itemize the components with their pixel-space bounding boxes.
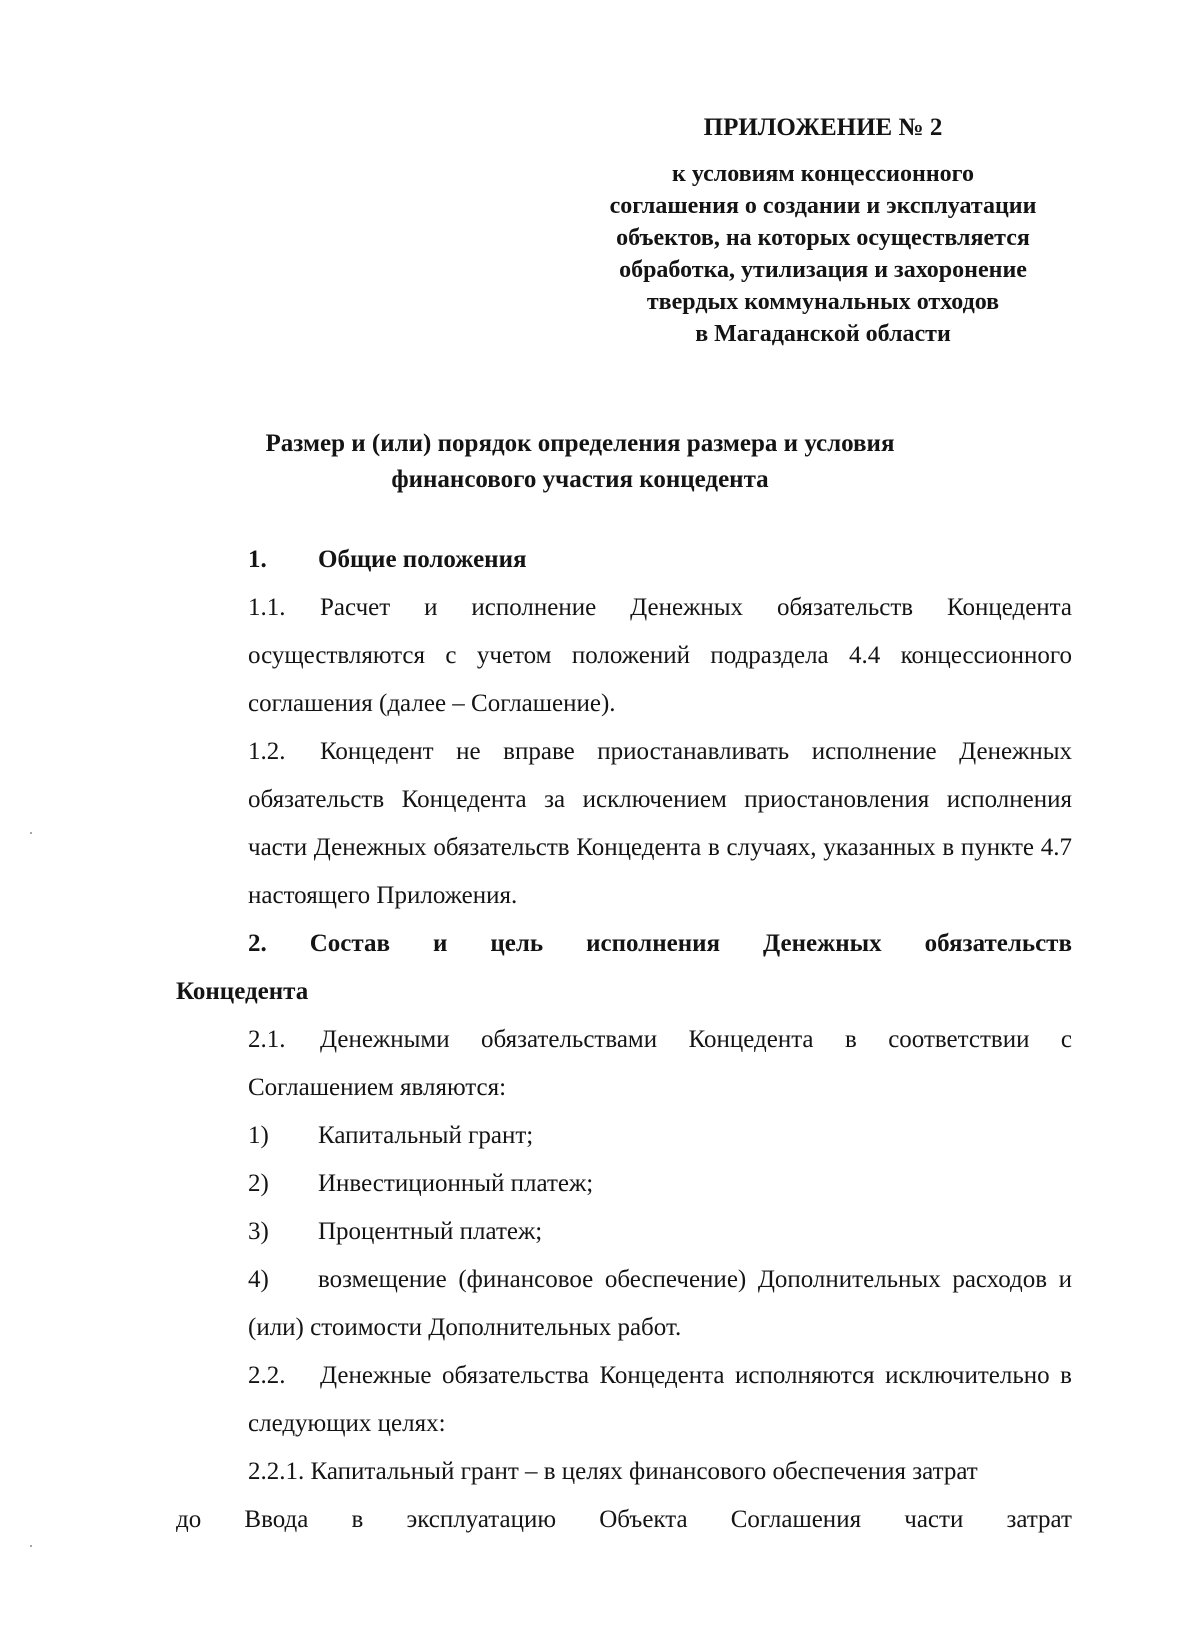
word: Объекта [599, 1506, 688, 1533]
paragraph-text: Расчет и исполнение Денежных обязательств Концедента осуществляются с учетом положений подраздела 4.4 концессионного соглашения (далее – Соглашение). [248, 594, 1072, 717]
paragraph-number: 2.1. [248, 1026, 286, 1053]
list-item-number: 4) [248, 1266, 269, 1293]
document-title-line: финансового участия концедента [391, 466, 769, 493]
document-title-line: Размер и (или) порядок определения размера и условия [265, 430, 895, 457]
section-number: 1. [248, 546, 267, 573]
paragraph-2-2 [176, 1352, 1072, 1448]
list-item [176, 1160, 1072, 1208]
word: в [351, 1506, 364, 1533]
paragraph-1-2 [176, 728, 1072, 920]
word: эксплуатацию [406, 1506, 557, 1533]
paragraph-2-2-1 [176, 1448, 1072, 1496]
paragraph-text: Денежные обязательства Концедента исполняются исключительно в следующих целях: [248, 1362, 1072, 1437]
heading-word: и [432, 930, 448, 957]
list-item [176, 1112, 1072, 1160]
list-item-text: Инвестиционный платеж; [318, 1170, 594, 1197]
appendix-subtitle-line: твердых коммунальных отходов [646, 289, 1000, 315]
appendix-subtitle-line: обработка, утилизация и захоронение [619, 257, 1027, 283]
document-title [200, 426, 960, 498]
paragraph-2-2-1-continuation [176, 1496, 1072, 1544]
paragraph-text: 2.2.1. Капитальный грант – в целях финансового обеспечения затрат [248, 1458, 978, 1485]
list-item [176, 1208, 1072, 1256]
scan-speck [30, 832, 32, 834]
word: части [904, 1506, 964, 1533]
list-item-text: возмещение (финансовое обеспечение) Дополнительных расходов и (или) стоимости Дополнительных работ. [248, 1266, 1072, 1341]
paragraph-2-1 [176, 1016, 1072, 1112]
list-item-number: 2) [248, 1170, 269, 1197]
heading-word: Денежных [763, 930, 882, 957]
heading-word: обязательств [924, 930, 1072, 957]
heading-word: цель [490, 930, 544, 957]
list-item [176, 1256, 1072, 1352]
heading-word: исполнения [586, 930, 721, 957]
appendix-subtitle-line: к условиям концессионного [672, 161, 974, 187]
list-item-text: Капитальный грант; [318, 1122, 534, 1149]
word: затрат [1006, 1506, 1072, 1533]
section-number: 2. [248, 930, 267, 957]
paragraph-number: 2.2. [248, 1362, 286, 1389]
paragraph-text: Денежными обязательствами Концедента в соответствии с Соглашением являются: [248, 1026, 1072, 1101]
section-title-tail: Концедента [176, 978, 309, 1005]
list-item-number: 1) [248, 1122, 269, 1149]
word: Соглашения [730, 1506, 862, 1533]
list-item-text: Процентный платеж; [318, 1218, 543, 1245]
section-2-heading [176, 920, 1072, 1016]
list-item-number: 3) [248, 1218, 269, 1245]
appendix-header [583, 112, 1063, 350]
appendix-subtitle-line: в Магаданской области [695, 321, 951, 347]
section-title: Общие положения [318, 546, 527, 573]
document-body [176, 536, 1072, 1544]
paragraph-number: 1.1. [248, 594, 286, 621]
scan-speck [30, 1545, 32, 1547]
section-1-heading [176, 536, 1072, 584]
heading-word: Состав [309, 930, 390, 957]
appendix-subtitle-line: соглашения о создании и эксплуатации [609, 193, 1037, 219]
paragraph-1-1 [176, 584, 1072, 728]
word: до [176, 1506, 202, 1533]
paragraph-number: 1.2. [248, 738, 286, 765]
appendix-number: ПРИЛОЖЕНИЕ № 2 [703, 114, 943, 141]
appendix-subtitle-line: объектов, на которых осуществляется [616, 225, 1030, 251]
paragraph-text: Концедент не вправе приостанавливать исполнение Денежных обязательств Концедента за исключением приостановления исполнения части Денежных обязательств Концедента в случаях, указанных в пункте 4.7 настоящего Приложения. [248, 738, 1072, 909]
section-2-heading-line [176, 920, 1072, 968]
word: Ввода [244, 1506, 309, 1533]
